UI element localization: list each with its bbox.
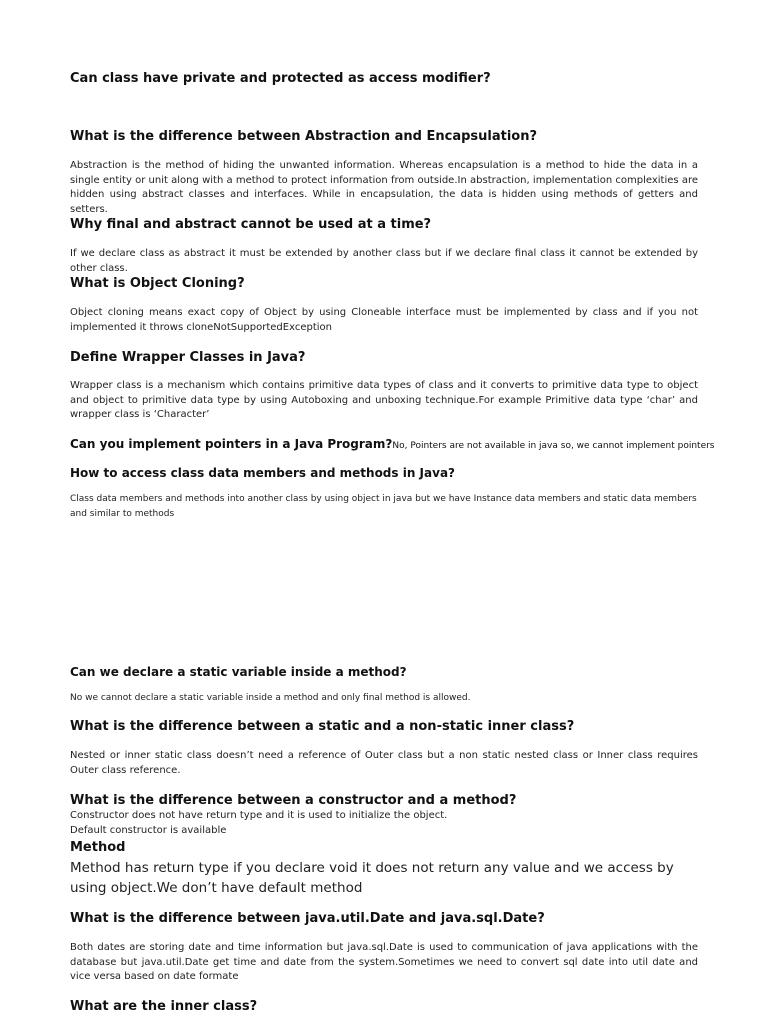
answer-constructor-method: [70, 809, 698, 838]
answer-static-variable: No we cannot declare a static variable inside a method and only final method is allowed.: [70, 693, 471, 703]
question-class-data-members: How to access class data members and methods in Java?: [70, 466, 455, 480]
question-object-cloning: What is Object Cloning?: [70, 276, 245, 291]
answer-class-data-members: Class data members and methods into another class by using object in java but we have Instance data members and static data members and similar to methods: [70, 494, 697, 519]
answer-constructor-line-1: Constructor does not have return type and it is used to initialize the object.: [70, 810, 448, 821]
question-static-inner-class: What is the difference between a static and a non-static inner class?: [70, 719, 575, 734]
answer-static-inner-class: Nested or inner static class doesn’t need a reference of Outer class but a non static nested class or Inner class requires Outer class reference.: [70, 750, 698, 776]
answer-util-sql-date: Both dates are storing date and time information but java.sql.Date is used to communication of java applications with the database but java.util.Date get time and date from the system.Sometimes we need to convert sql date into util date and vice versa based on date formate: [70, 942, 698, 982]
question-final-abstract: Why final and abstract cannot be used at a time?: [70, 217, 432, 232]
answer-constructor-line-2: Default constructor is available: [70, 824, 227, 836]
question-access-modifier: Can class have private and protected as access modifier?: [70, 71, 491, 86]
question-static-variable: Can we declare a static variable inside a method?: [70, 665, 407, 679]
answer-final-abstract: If we declare class as abstract it must be extended by another class but if we declare final class it cannot be extended by other class.: [70, 248, 698, 274]
question-constructor-method: What is the difference between a constructor and a method?: [70, 793, 517, 808]
answer-method: Method has return type if you declare void it does not return any value and we access by using object.We don’t have default method: [70, 860, 674, 896]
answer-pointers: No, Pointers are not available in java so, we cannot implement pointers: [392, 441, 715, 451]
answer-wrapper-classes: Wrapper class is a mechanism which contains primitive data types of class and it converts to primitive data type to object and object to primitive data type by using Autoboxing and unboxing technique.For example Primitive data type ‘char’ and wrapper class is ‘Character’: [70, 380, 698, 420]
question-util-sql-date: What is the difference between java.util.Date and java.sql.Date?: [70, 911, 545, 926]
question-inner-class: What are the inner class?: [70, 999, 258, 1014]
question-pointers-block: [70, 437, 715, 451]
answer-object-cloning: Object cloning means exact copy of Object by using Cloneable interface must be implemented by class and if you not implemented it throws cloneNotSupportedException: [70, 307, 698, 333]
answer-abstraction-encapsulation: Abstraction is the method of hiding the unwanted information. Whereas encapsulation is a method to hide the data in a single entity or unit along with a method to protect information from outside.In abstraction, implementation complexities are hidden using abstract classes and interfaces. While in encapsulation, the data is hidden using methods of getters and setters.: [70, 160, 698, 215]
question-wrapper-classes: Define Wrapper Classes in Java?: [70, 350, 306, 365]
question-abstraction-encapsulation: What is the difference between Abstraction and Encapsulation?: [70, 129, 538, 144]
heading-method: Method: [70, 840, 126, 855]
question-pointers: Can you implement pointers in a Java Program?: [70, 437, 393, 451]
